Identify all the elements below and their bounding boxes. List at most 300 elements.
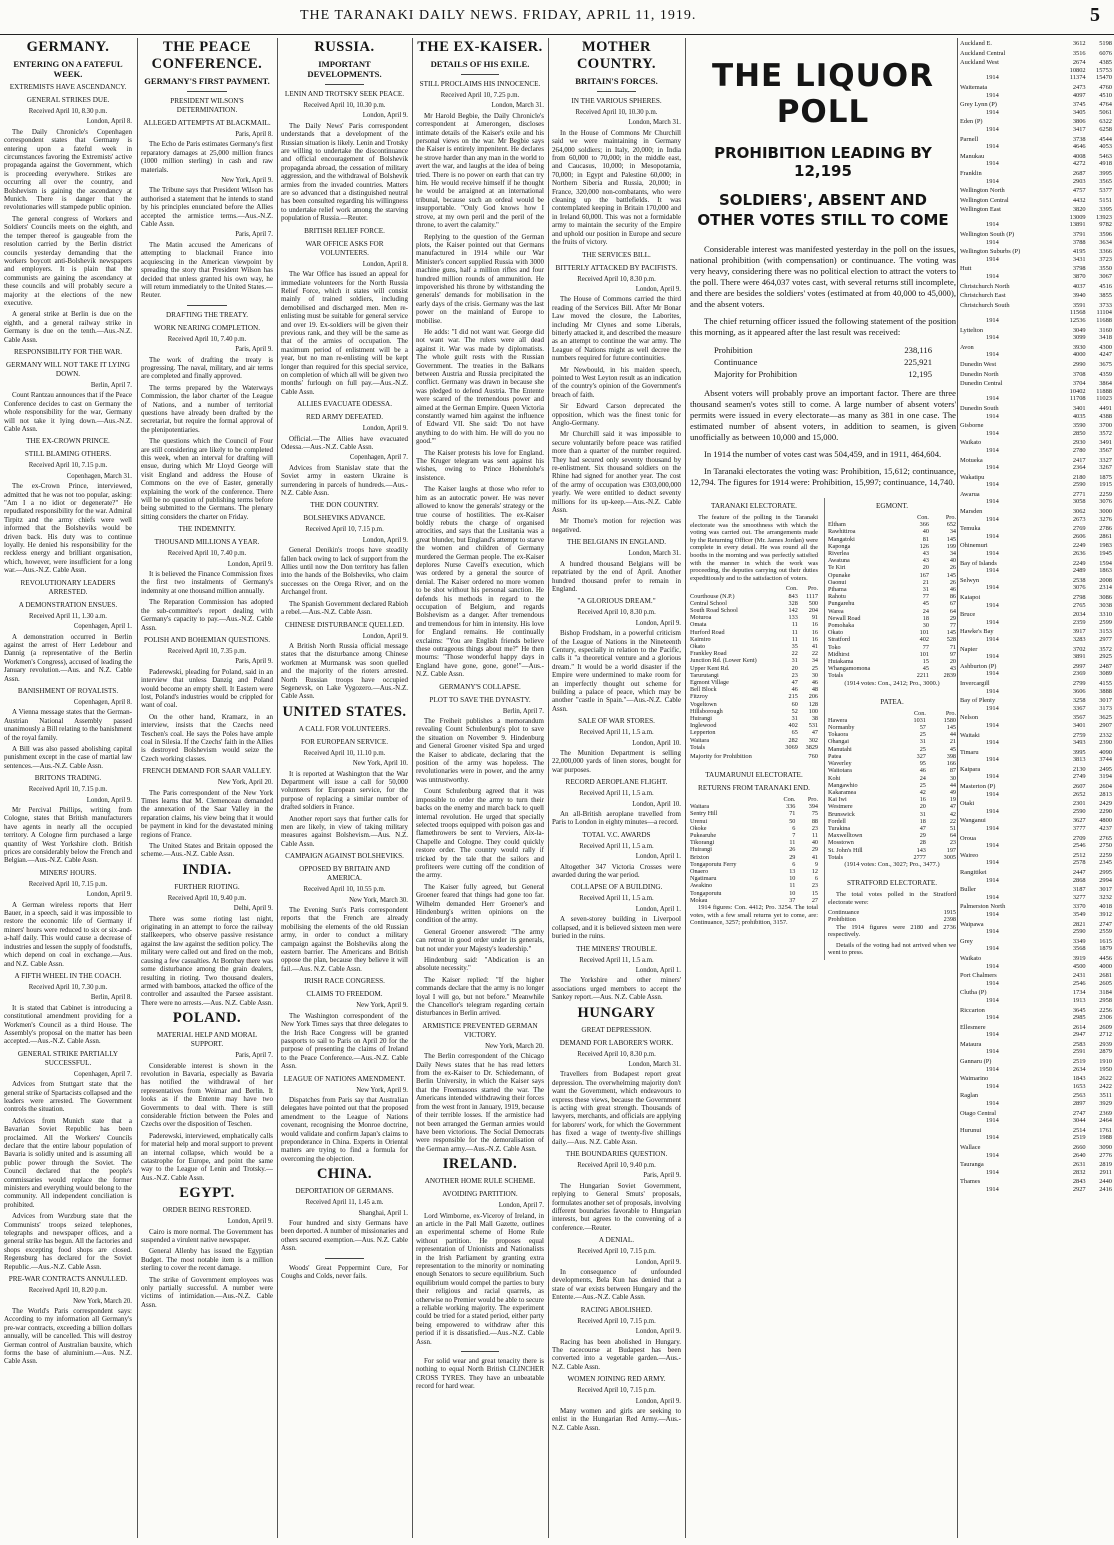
table-cell-value: 22 — [811, 650, 818, 658]
table-cell-value: 23 — [811, 882, 818, 890]
paragraph: The Paris correspondent of the New York Times learns that M. Clemenceau demanded the annexation of the Saar Valley in the reparation claims, his view being that it would be payment in kind for the devastated mining regions of France. — [141, 788, 273, 839]
table-cell-label: 1914 — [986, 351, 999, 359]
table-cell-value: 21 — [949, 738, 956, 746]
table-cell-value: 1950 — [1099, 1065, 1112, 1073]
table-cell-value: 2927 — [1072, 1185, 1086, 1193]
received-line: Received April 10, 9.40 p.m. — [167, 894, 247, 902]
table-row — [960, 1056, 1112, 1066]
table-cell-value: 47 — [949, 803, 956, 811]
paragraph: Racing has been abolished in Hungary. The racecourse at Budapest has been converted into a vegetable garden.—Aus.-N.Z. Cable Assn. — [552, 1337, 681, 1371]
table-cell-value: 143 — [916, 846, 926, 854]
table-row — [960, 369, 1112, 379]
table-row — [690, 679, 818, 686]
table-cell-label: 1914 — [986, 670, 999, 678]
paragraph: Altogether 347 Victoria Crosses were awarded during the war period. — [552, 862, 681, 880]
table-cell-value: 6 — [814, 875, 818, 883]
table-cell-value: 3076 — [1099, 498, 1112, 506]
table-cell-label: Rahotu — [828, 593, 846, 601]
table-cell-label: 1914 — [986, 1100, 999, 1108]
table-cell-label: Upper Kent Rd. — [690, 664, 730, 672]
table-cell-value: 3067 — [1099, 273, 1112, 281]
table-cell-value: 97 — [949, 650, 956, 658]
table-row — [960, 901, 1112, 911]
paragraph: Absent voters will probably prove an important factor. There are three thousand seamen's votes still to come. A large number of absent voters' permits were issued in every electorate—as many as 381 in one case. The estimated number of absent voters, in addition to seamen, is given unofficially as between 10,000 and 15,000. — [690, 388, 956, 442]
table-cell-label: 1914 — [986, 74, 999, 82]
table-cell-value: 3590 — [1072, 422, 1086, 430]
paragraph: The Reparation Commission has adopted the sub-committee's report dealing with Germany's capacity to pay.—Aus.-N.Z. Cable Assn. — [141, 598, 273, 632]
table-cell-label: Waitemata — [960, 83, 988, 91]
table-row — [960, 791, 1112, 799]
table-row — [960, 936, 1112, 946]
table-row — [960, 437, 1112, 447]
table-cell-value: 11374 — [1069, 74, 1086, 82]
table-cell-value: 15753 — [1096, 66, 1112, 74]
table-cell-value: 2780 — [1072, 446, 1086, 454]
table-cell-label: Continuance — [828, 909, 860, 917]
section-heading: EXTREMISTS HAVE ASCENDANCY. — [9, 83, 127, 91]
table-cell-value: 199 — [946, 542, 956, 550]
table-cell-label: Marsden — [960, 508, 983, 516]
table-cell-label: Dunedin North — [960, 370, 999, 378]
table-row — [960, 1005, 1112, 1015]
paragraph: Travellers from Budapest report great depression. The overwhelming majority don't want the Government, which endeavours to express these views, because the Government is acting with great strength. Thousands of lawyers, merchants, and officials are applying for laborers' work, for which the Government has fixed a wage of twenty-five shillings daily.—Aus. N.Z. Cable Assn. — [552, 1070, 681, 1146]
table-row — [690, 825, 818, 832]
table-cell-value: 23 — [811, 824, 818, 832]
table-cell-label: 1914 — [986, 910, 999, 918]
table-cell-value: 145 — [946, 629, 956, 637]
table-row — [960, 126, 1112, 134]
dateline: London, April 9. — [362, 632, 408, 640]
table-cell-value: 3567 — [1099, 446, 1112, 454]
table-row — [960, 1048, 1112, 1056]
dateline: Copenhagen, April 1. — [73, 623, 132, 631]
received-line: Received April 11, 1.5 a.m. — [579, 956, 654, 964]
table-cell-value: 2301 — [1072, 800, 1086, 808]
section-heading: LEAGUE OF NATIONS AMENDMENT. — [283, 1074, 406, 1083]
received-line: Received April 10, 7.15 p.m. — [577, 1317, 656, 1325]
table-cell-label: Otaki — [960, 800, 975, 808]
table-cell-label: Waitara — [690, 736, 710, 744]
table-cell-label: Clutha (P) — [960, 989, 987, 997]
received-line: Received April 10, 7.15 p.m. — [577, 1387, 656, 1395]
divider — [187, 305, 227, 306]
result-continuance — [714, 356, 932, 368]
table-cell-value: 10402 — [1069, 387, 1086, 395]
table-cell-label: Bay of Islands — [960, 559, 997, 567]
table-cell-label: Parnell — [960, 135, 979, 143]
table-cell-value: 1915 — [1099, 481, 1112, 489]
paragraph: Replying to the question of the German plots, the Kaiser pointed out that Germans manufactured in 1914 while our War Minister's concert supplied Russia with 3000 machine guns, half a million rifles and four hundred million rounds of ammunition. He impoverished his throne by withstanding the generals' demands for mobilisation in the early days of the crisis. Germany was the last power on the mainland of Europe to mobilise. — [416, 232, 544, 325]
table-cell-value: 3089 — [1099, 670, 1112, 678]
headline: THE EX-KAISER. — [417, 39, 543, 55]
dateline: Paris, April 9. — [235, 346, 273, 354]
table-cell-label: Moturoa — [690, 614, 712, 622]
table-cell-value: 2563 — [1072, 1092, 1086, 1100]
table-row — [960, 609, 1112, 619]
dateline: London, March 31. — [628, 119, 681, 127]
table-row — [960, 987, 1112, 997]
table-row — [828, 629, 956, 636]
table-cell-label: 1914 — [986, 945, 999, 953]
paragraph: Count Rantzau announces that if the Peace Conference decides to cast on Germany the whole responsibility for the war, Germany will not take it lying down.—Aus.-N.Z. Cable Assn. — [4, 391, 132, 433]
table-cell-value: 2813 — [1099, 790, 1112, 798]
section-heading: GENERAL STRIKE PARTIALLY SUCCESSFUL. — [17, 1049, 119, 1067]
table-cell-value: 29 — [811, 846, 818, 854]
table-cell-value: 2747 — [1072, 1109, 1086, 1117]
table-row — [960, 567, 1112, 575]
table-row — [960, 712, 1112, 722]
table-cell-label: Napier — [960, 645, 978, 653]
table-cell-value: 2631 — [1072, 1161, 1086, 1169]
table-row — [960, 472, 1112, 482]
table-row — [960, 489, 1112, 499]
dateline: Copenhagen, March 31. — [66, 472, 132, 480]
table-cell-value: 3645 — [1072, 1006, 1086, 1014]
table-cell-value: 2750 — [1099, 842, 1112, 850]
table-cell-label: 1914 — [986, 653, 999, 661]
table-cell-label: 1914 — [986, 825, 999, 833]
table-cell-value: 81 — [922, 535, 929, 543]
section-heading: THE DON COUNTRY. — [310, 501, 379, 510]
section-heading: MINERS' HOURS. — [39, 868, 97, 877]
table-row — [960, 74, 1112, 82]
table-cell-label: 1914 — [986, 721, 999, 729]
table-row — [960, 1066, 1112, 1074]
table-cell-label: 1914 — [986, 739, 999, 747]
table-cell-value: 12536 — [1069, 317, 1086, 324]
table-row — [960, 773, 1112, 781]
table-cell-value: 2398 — [943, 916, 956, 924]
table-cell-label: Grey Lynn (P) — [960, 101, 997, 109]
table-row — [960, 997, 1112, 1005]
table-cell-value: 46 — [919, 767, 926, 775]
table-cell-value: 31 — [791, 657, 798, 665]
table-cell-value: 3745 — [1072, 101, 1086, 109]
divider — [461, 74, 499, 75]
table-row — [828, 767, 956, 774]
table-cell-value: 3511 — [1099, 1092, 1112, 1100]
table-cell-value: 25 — [919, 731, 926, 739]
note: (1914 votes: Con., 3027; Pro., 3477.) — [844, 860, 940, 868]
table-row — [828, 731, 956, 738]
section-heading: THOUSAND MILLIONS A YEAR. — [154, 538, 260, 547]
table-row — [828, 536, 956, 543]
table-cell-value: 128 — [808, 700, 818, 708]
table-cell-value: 2868 — [1072, 876, 1086, 884]
table-cell-label: Prohibition — [828, 916, 856, 924]
table-cell-label: Urenui — [690, 817, 708, 825]
table-cell-value: 167 — [919, 571, 929, 579]
table-row — [960, 455, 1112, 465]
paragraph: General Groener answered: "The army can retreat in good order under its generals, but not under your Majesty's leadership." — [416, 927, 544, 953]
table-cell-value: 4018 — [1099, 903, 1112, 911]
table-row — [690, 621, 818, 628]
table-row — [960, 239, 1112, 247]
table-cell-label: 1914 — [986, 601, 999, 609]
result-label: Prohibition — [714, 345, 753, 355]
table-cell-label: Bruce — [960, 611, 976, 619]
table-cell-value: 1879 — [1099, 945, 1112, 953]
paragraph: Advices from Munich state that a Bavarian Soviet Republic has been proclaimed. All the Workers' Councils declare that the entire labour population of Bavaria is solidly united and is assuming all public power through the Soviet. The Council declared that the people's commissaries would replace the former ministers and everything would belong to the community. All independent conciliation is prohibited. — [4, 1116, 132, 1209]
section-heading: POLISH AND BOHEMIAN QUESTIONS. — [143, 635, 271, 644]
table-cell-label: Auckland E. — [960, 40, 992, 47]
table-cell-label: Ohinemuri — [960, 542, 988, 550]
table-cell-label: 1914 — [986, 979, 999, 987]
table-row — [960, 48, 1112, 58]
table-cell-value: 145 — [946, 535, 956, 543]
table-row — [960, 980, 1112, 988]
table-row — [960, 815, 1112, 825]
table-cell-value: 2609 — [1099, 1023, 1112, 1031]
section-heading: THE MINERS' TROUBLE. — [576, 944, 657, 953]
dateline: London, April 9. — [635, 1328, 681, 1336]
table-cell-value: 2578 — [1072, 859, 1086, 867]
table-row — [960, 781, 1112, 791]
table-row — [960, 1073, 1112, 1083]
table-cell-label: Christchurch South — [960, 301, 1010, 309]
table-cell-value: 24 — [919, 774, 926, 782]
table-cell-value: 4646 — [1072, 143, 1086, 151]
section-heading: RED ARMY DEFEATED. — [306, 413, 383, 422]
table-cell-value: 2390 — [1099, 739, 1112, 747]
table-body — [960, 38, 1112, 1194]
table-cell-label: Opunake — [828, 571, 851, 579]
received-line: Received April 10, 10.55 p.m. — [303, 886, 386, 894]
table-cell-value: 4544 — [1099, 135, 1112, 143]
section-heading: ANOTHER HOME RULE SCHEME. — [424, 1177, 536, 1186]
paragraph: Cairo is more normal. The Government has suspended a virulent native newspaper. — [141, 1227, 273, 1245]
table-cell-value: 2514 — [1072, 1126, 1086, 1134]
table-cell-value: 3417 — [1072, 125, 1086, 133]
table-cell-value: 2897 — [1072, 1100, 1086, 1108]
paragraph: Hindenburg said: "Abdication is an absolute necessity." — [416, 956, 544, 973]
dateline: London, April 9. — [635, 1258, 681, 1266]
dateline: Berlin, April 7. — [502, 707, 544, 715]
table-cell-value: 2930 — [1072, 439, 1086, 447]
received-line: Received April 10, 7.30 p.m. — [28, 983, 108, 991]
table-cell-value: 67 — [949, 600, 956, 608]
received-line: Received April 11, 1.5 a.m. — [579, 790, 654, 798]
paragraph: In 1914 the number of votes cast was 504,459, and in 1911, 464,604. — [704, 449, 942, 459]
table-cell-label: Omata — [690, 621, 707, 629]
section-heading: GERMANY WILL NOT TAKE IT LYING DOWN. — [5, 360, 130, 378]
paragraph: The War Office has issued an appeal for immediate volunteers for the North Russia Relief Force, which it states will consist mainly of trained soldiers, including demobilised and discharged men. Men re-enlisting must be suitable for general service and over 19. Ex-soldiers will be given their previous rank, and they will be the same as that of the armies of occupation. The maximum period of enlistment will be a year, but no man re-enlisting will be kept longer than required for this special service, on completion of which all will be given two months' furlough on full pay.—Aus.-N.Z. Cable Assn. — [281, 270, 408, 396]
table-cell-value: 2958 — [1099, 996, 1112, 1004]
table-cell-value: 3738 — [1072, 135, 1086, 143]
egmont-patea-column — [824, 498, 956, 960]
table-cell-label: Onaero — [690, 868, 709, 876]
section-heading: LENIN AND TROTSKY SEEK PEACE. — [284, 90, 405, 98]
table-cell-label: 1914 — [986, 273, 999, 281]
table-cell-value: 29 — [949, 614, 956, 622]
table-row — [960, 739, 1112, 747]
table-cell-value: 11023 — [1096, 395, 1112, 403]
table-cell-label: 1914 — [986, 317, 999, 324]
table-row — [690, 693, 818, 700]
table-row — [960, 1142, 1112, 1152]
section-heading: THE BELGIANS IN ENGLAND. — [566, 538, 666, 547]
section-heading: COLLAPSE OF A BUILDING. — [570, 883, 663, 892]
table-cell-value: 13923 — [1096, 213, 1112, 221]
received-line: Received April 11, 1.5 a.m. — [579, 842, 654, 850]
section-heading: THE INDEMNITY. — [178, 525, 236, 534]
table-cell-value: 2947 — [1072, 1031, 1086, 1039]
table-row — [960, 92, 1112, 100]
table-cell-label: 1914 — [986, 756, 999, 764]
table-cell-value: 4764 — [1099, 101, 1112, 109]
section-heading: FOR EUROPEAN SERVICE. — [300, 737, 389, 746]
paragraph: In consequence of unfounded developments, Bela Kun has denied that a state of war exists between Hungary and the Entente.—Aus.-N.Z. Cable Assn. — [552, 1268, 681, 1302]
paragraph: A German wireless reports that Herr Bauer, in a speech, said it was impossible to restore the economic life of Germany if miners' hours were reduced to six or six-and-a-half daily. This would cause a decrease of industries and lessen the supply of foodstuffs, which depend on coal in exchange.—Aus. and N.Z. Cable Assn. — [4, 900, 132, 968]
table-cell-value: 2997 — [1072, 662, 1086, 670]
table-row — [960, 160, 1112, 168]
table-cell-label: Gisborne — [960, 422, 984, 430]
column-rule — [548, 38, 549, 1538]
table-row — [960, 1100, 1112, 1108]
paragraph: Another report says that further calls for men are likely, in view of taking military measures against Bolshevism.—Aus. N.Z. Cable Assn. — [281, 814, 408, 848]
table-cell-value: 3568 — [1072, 945, 1086, 953]
table-row — [960, 1022, 1112, 1032]
table-row — [960, 945, 1112, 953]
subheadline: IMPORTANT DEVELOPMENTS. — [307, 59, 382, 79]
table-cell-value: 6076 — [1099, 49, 1112, 57]
table-row — [960, 481, 1112, 489]
column-rule — [685, 38, 686, 1538]
paragraph: General Denikin's troops have steadily fallen back owing to lack of support from the Allies until now the Don territory has fallen into the hands of the Bolsheviks, who claim successes on the Orega River, and on the Archangel front. — [281, 546, 408, 597]
table-cell-label: 1914 — [986, 1065, 999, 1073]
table-cell-value: 64 — [949, 607, 956, 615]
electorate-returns — [690, 498, 956, 960]
table-cell-value: 5151 — [1099, 196, 1112, 204]
table-cell-value: 2306 — [1099, 1014, 1112, 1022]
dateline: Paris, April 9. — [235, 658, 273, 666]
electorate-results-column — [960, 38, 1112, 1538]
subheadline: GERMANY'S FIRST PAYMENT. — [144, 76, 270, 86]
table-cell-value: 3017 — [1099, 886, 1112, 894]
table-cell-value: 3919 — [1072, 954, 1086, 962]
table-row — [828, 724, 956, 731]
table-cell-value: 3820 — [1072, 206, 1086, 214]
received-line: Received April 11, 1.30 a.m. — [29, 612, 107, 620]
table-row — [828, 796, 956, 803]
dateline: New York, April 9. — [356, 1086, 408, 1094]
dateline: New York, April 20. — [217, 779, 273, 787]
received-line: Received April 10, 8.30 p.m. — [577, 1050, 656, 1058]
section-heading: STILL PROCLAIMS HIS INNOCENCE. — [419, 80, 541, 88]
table-cell-value: 2519 — [1072, 1134, 1086, 1142]
received-line: Received April 11, 1.5 a.m. — [579, 729, 654, 737]
table-cell-value: 145 — [946, 724, 956, 732]
table-cell-label: 1914 — [986, 635, 999, 643]
table-cell-value: 3493 — [1072, 739, 1086, 747]
table-row — [828, 644, 956, 651]
table-cell-value: 3855 — [1099, 292, 1112, 300]
table-row — [960, 1031, 1112, 1039]
dateline: New York, March 30. — [349, 896, 408, 904]
newspaper-title: THE TARANAKI DAILY NEWS. FRIDAY, APRIL 11, 1919. — [300, 8, 697, 23]
table-row — [960, 67, 1112, 75]
paragraph: The feature of the polling in the Taranaki electorate was the smoothness with which the voting was carried out. The arrangements made by the Returning Officer (Mr. James Jordan) were complete in every detail. He was round all the booths in the morning and was perfectly satisfied with the manner in which the work was proceeding, the deputies carrying out their duties expeditiously and to the satisfaction of voters. — [690, 514, 818, 582]
paragraph: Lord Wimborne, ex-Viceroy of Ireland, in an article in the Pall Mall Gazette, outlines an experimental scheme of Home Rule without partition. He proposes equal representation of Unionists and Nationalists in the Irish Parliament by granting extra representation to the minority or nominating enough Senators to secure equilibrium. Such equilibrium would compel the parties to bury their religious and racial quarrels, as otherwise no Premier would be able to secure a reliable working majority. The experiment could be tried for a stated period, either party being empowered to withdraw after this period if it is dissatisfied.—Aus.-N.Z. Cable Assn. — [416, 1211, 544, 1346]
liquor-poll-headline: THE LIQUOR POLL — [711, 58, 935, 130]
table-cell-value: 142 — [788, 606, 798, 614]
table-row — [960, 661, 1112, 671]
table-cell-value: 11 — [791, 628, 798, 636]
table-row — [960, 38, 1112, 48]
paragraph: The World's Paris correspondent says: According to my information all Germany's pre-war contracts, exceeding a billion dollars annually, will be cancelled. This will destroy German control of Australian bauxite, which forms the base of aluminium.—Aus. N.Z. Cable Assn. — [4, 1306, 132, 1366]
table-row — [960, 82, 1112, 92]
table-row — [690, 737, 818, 744]
table-cell-label: 1914 — [986, 1134, 999, 1142]
paragraph: Mr Newbould, in his maiden speech, pointed to West Leyton result as an indication of the country's opinion of the Government's breach of faith. — [552, 365, 681, 399]
table-cell-value: 20 — [919, 803, 926, 811]
table-cell-label: Turakina — [828, 824, 851, 832]
table-cell-value: 34 — [811, 657, 818, 665]
table-cell-value: 4757 — [1072, 187, 1086, 195]
section-heading: DEMAND FOR LABORER'S WORK. — [559, 1038, 674, 1047]
table-cell-value: 3401 — [1072, 721, 1086, 729]
table-cell-value: 3940 — [1072, 292, 1086, 300]
table-row — [960, 256, 1112, 264]
table-cell-label: South Road School — [690, 606, 738, 614]
table-cell-label: Patea — [828, 752, 842, 760]
dateline: Delhi, April 9. — [233, 905, 273, 913]
table-row — [960, 1176, 1112, 1186]
table-cell-label: 1914 — [986, 143, 999, 151]
table-cell-value: 1031 — [913, 716, 926, 724]
table-cell-value: 2583 — [1072, 1040, 1086, 1048]
paragraph: In the House of Commons Mr Churchill said we were maintaining in Germany 264,000 soldiers; in Italy, 20,000; in India from 60,000 to 70,000; in the middle east, and Caucasus, 10,000; in Mesopotamia, 70,000; in Egypt and Palestine 60,000; in Northern Siberia and Russia, 20,000; in France, 320,000 non-combatants, who were cleaning up the battlefields. It was contemplated keeping in Britain 170,000 and in Ireland 60,000. This was not a formidable army to maintain the security of the Empire and uphold our position in Europe and secure the fruits of victory. — [552, 128, 681, 247]
table-row — [828, 832, 956, 839]
received-line: Received April 10, 8.30 p.m. — [577, 275, 656, 283]
table-row — [690, 672, 818, 679]
table-cell-label: Raglan — [960, 1092, 979, 1100]
table-cell-value: 2440 — [1099, 1178, 1112, 1186]
table-cell-value: 71 — [949, 643, 956, 651]
table-row — [960, 99, 1112, 109]
table-row — [960, 263, 1112, 273]
table-cell-value: 3675 — [1099, 360, 1112, 368]
section-heading: OPPOSED BY BRITAIN AND AMERICA. — [299, 865, 390, 883]
paragraph: The Tribune says that President Wilson has authorised a statement that he intends to stand by his principles enunciated before the Allies accepted the armistice terms.—Aus.-N.Z. Cable Assn. — [141, 186, 273, 229]
table-cell-label: 1914 — [986, 790, 999, 798]
table-cell-value: 31 — [791, 715, 798, 722]
table-cell-value: 4800 — [1099, 817, 1112, 825]
table-row — [690, 607, 818, 614]
table-row — [828, 651, 956, 658]
table-cell-value: 3418 — [1099, 334, 1112, 342]
paragraph: The Spanish Government declared Rabioh a rebel.—Aus.-N.Z. Cable Assn. — [281, 599, 408, 617]
table-cell-label: Hawera — [828, 716, 848, 724]
table-cell-value: 3733 — [1099, 301, 1112, 309]
table-cell-value: 3806 — [1072, 118, 1086, 126]
divider — [597, 91, 636, 92]
section-heading: A DENIAL. — [598, 1236, 635, 1245]
table-row — [960, 516, 1112, 524]
table-cell-value: 3194 — [1099, 773, 1112, 781]
table-row — [690, 657, 818, 664]
table-row — [828, 738, 956, 745]
table-row — [690, 614, 818, 621]
divider — [325, 84, 363, 85]
table-row — [690, 803, 818, 810]
table-cell-value: 3612 — [1072, 40, 1086, 47]
table-cell-value: 51 — [949, 824, 956, 832]
paragraph: The questions which the Council of Four are still considering are likely to be completed this week, when an interval for drafting will ensue, during which Mr Lloyd George will visit England and address the House of Commons on the eve of Easter, generally explaining the work of the conference. There will be no question of publishing terms before being submitted to the Germans. The plenary sitting considers the charter on Friday. — [141, 437, 273, 521]
table-cell-value: 3591 — [1072, 301, 1086, 309]
table-cell-value: 3258 — [1072, 697, 1086, 705]
table-cell-label: Huirangi — [690, 715, 712, 722]
